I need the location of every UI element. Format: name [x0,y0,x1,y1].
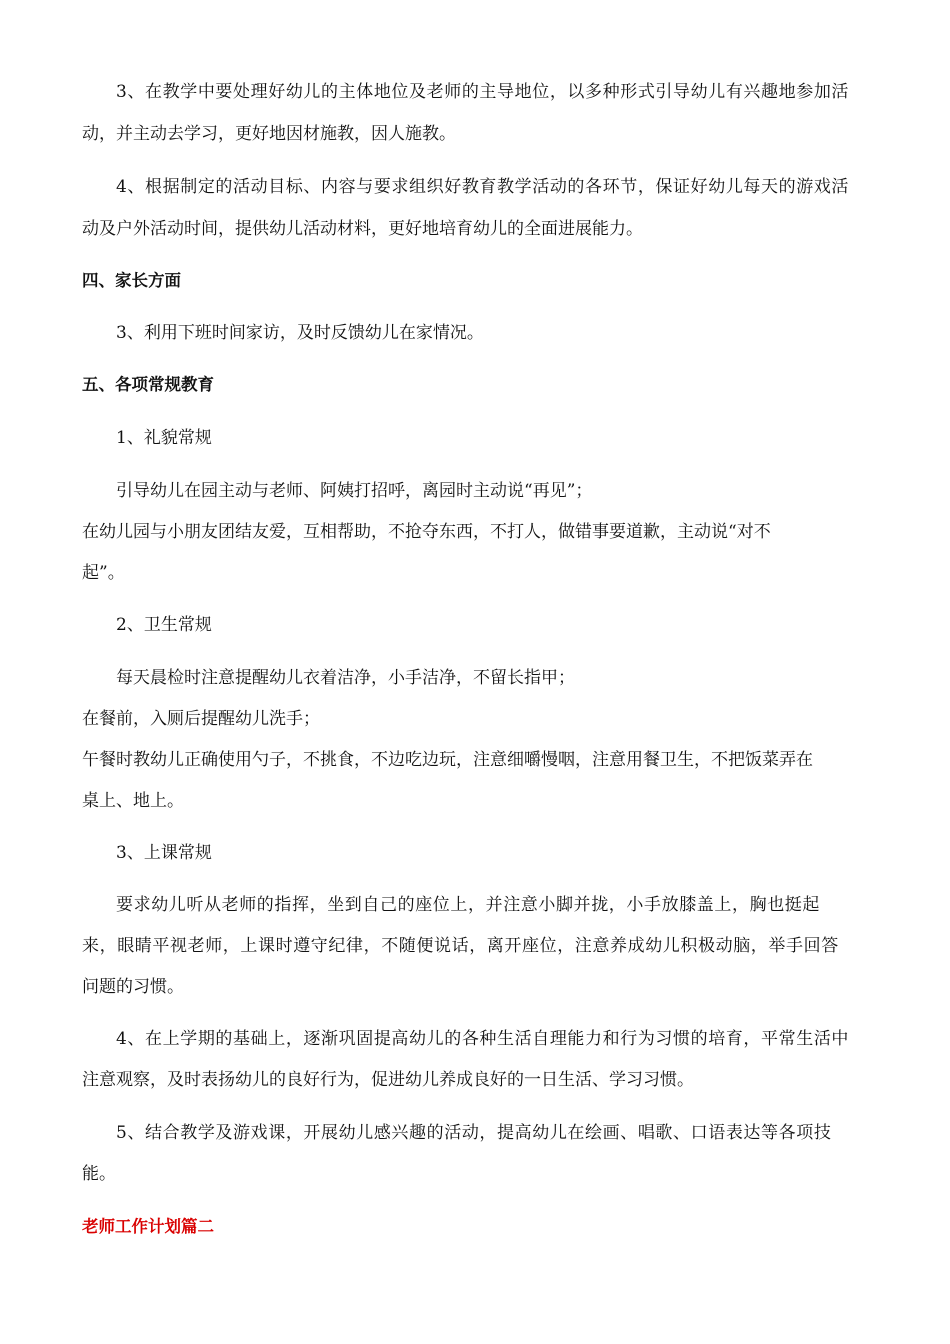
paragraph-3-line-1: 3、在教学中要处理好幼儿的主体地位及老师的主导地位，以多种形式引导幼儿有兴趣地参加活 [116,82,850,102]
etiquette-title: 1、礼貌常规 [116,428,212,448]
hygiene-line-2: 在餐前，入厕后提醒幼儿洗手； [82,709,320,729]
parents-item-3: 3、利用下班时间家访，及时反馈幼儿在家情况。 [116,323,484,343]
etiquette-line-2: 在幼儿园与小朋友团结友爱，互相帮助，不抢夺东西，不打人，做错事要道歉，主动说“对不 [82,522,771,542]
next-plan-title: 老师工作计划篇二 [82,1217,214,1236]
etiquette-line-3: 起”。 [82,563,125,583]
hygiene-title: 2、卫生常规 [116,615,212,635]
item-4-line-1: 4、在上学期的基础上，逐渐巩固提高幼儿的各种生活自理能力和行为习惯的培育，平常生活中 [116,1029,850,1049]
classroom-line-2: 来，眼睛平视老师，上课时遵守纪律，不随便说话，离开座位，注意养成幼儿积极动脑，举手回答 [82,936,839,956]
item-4-line-2: 注意观察，及时表扬幼儿的良好行为，促进幼儿养成良好的一日生活、学习习惯。 [82,1070,694,1090]
section-heading-routine-education: 五、各项常规教育 [82,375,214,394]
etiquette-line-1: 引导幼儿在园主动与老师、阿姨打招呼，离园时主动说“再见”； [116,481,593,501]
hygiene-line-4: 桌上、地上。 [82,791,184,811]
hygiene-line-3: 午餐时教幼儿正确使用勺子，不挑食，不边吃边玩，注意细嚼慢咽，注意用餐卫生，不把饭菜弄在 [82,750,813,770]
paragraph-3-line-2: 动，并主动去学习，更好地因材施教，因人施教。 [82,124,456,144]
paragraph-4-line-1: 4、根据制定的活动目标、内容与要求组织好教育教学活动的各环节，保证好幼儿每天的游戏活 [116,177,850,197]
hygiene-line-1: 每天晨检时注意提醒幼儿衣着洁净，小手洁净，不留长指甲； [116,668,575,688]
classroom-line-1: 要求幼儿听从老师的指挥，坐到自己的座位上，并注意小脚并拢，小手放膝盖上，胸也挺起 [116,895,820,915]
classroom-line-3: 问题的习惯。 [82,977,184,997]
item-5-line-2: 能。 [82,1164,116,1184]
classroom-title: 3、上课常规 [116,843,212,863]
paragraph-4-line-2: 动及户外活动时间，提供幼儿活动材料，更好地培育幼儿的全面进展能力。 [82,219,643,239]
section-heading-parents: 四、家长方面 [82,271,181,290]
item-5-line-1: 5、结合教学及游戏课，开展幼儿感兴趣的活动，提高幼儿在绘画、唱歌、口语表达等各项技 [116,1123,832,1143]
